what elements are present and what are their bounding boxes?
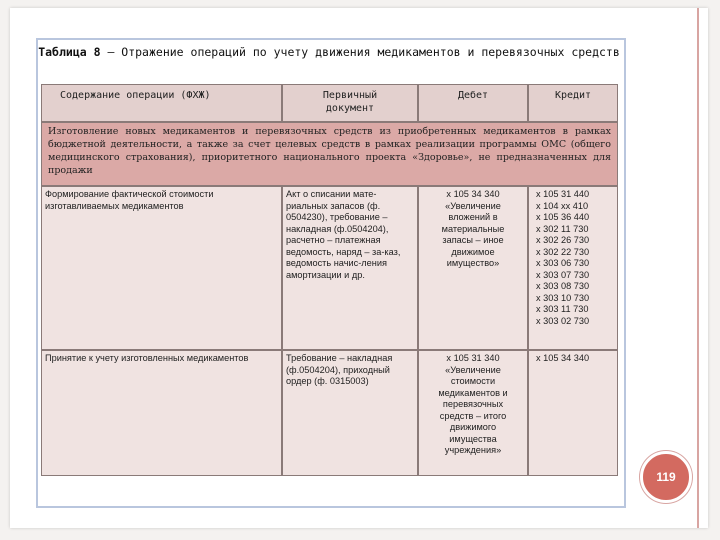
credit-account: х 303 10 730 (536, 292, 590, 303)
credit-account: х 303 08 730 (536, 281, 590, 291)
header-document: Первичный документ (282, 84, 418, 122)
table-title-text: – Отражение операций по учету движения медикаментов и перевязочных средств (100, 45, 620, 59)
row2-debit: х 105 31 340 «Увеличение стоимости медикаментов и перевязочных средств – итого движимого имущества учреждения» (418, 350, 528, 476)
slide-edge-decoration (697, 8, 699, 528)
row2-operation: Принятие к учету изготовленных медикаментов (41, 350, 282, 476)
header-credit: Кредит (528, 84, 618, 122)
credit-account: х 302 22 730 (536, 246, 590, 257)
table-title-number: Таблица 8 (38, 45, 101, 59)
credit-account: х 104 хх 410 (536, 200, 589, 211)
header-operation: Содержание операции (ФХЖ) (41, 84, 282, 122)
credit-account: х 303 07 730 (536, 269, 590, 280)
header-debit: Дебет (418, 84, 528, 122)
row1-credit-list (528, 186, 618, 350)
page-number-badge: 119 (640, 451, 692, 503)
row1-operation: Формирование фактической стоимости изготавливаемых медикаментов (41, 186, 282, 350)
row1-document: Акт о списании мате-риальных запасов (ф. 0504230), требование – накладная (ф.0504204), расчетно – платежная ведомость, наряд – за-каз, ведомость начис-ления амортизации и др. (282, 186, 418, 350)
credit-account: х 105 31 440 (536, 189, 590, 199)
credit-account: х 302 26 730 (536, 235, 590, 245)
row2-credit-list (528, 350, 618, 476)
credit-account: х 303 06 730 (536, 258, 590, 268)
credit-account: х 105 36 440 (536, 212, 590, 222)
table-title (38, 44, 620, 60)
section-banner: Изготовление новых медикаментов и перевязочных средств из приобретенных медикаментов в рамках бюджетной деятельности, а также за счет целевых средств в рамках реализации программы ОМС (общего медицинского страхования), приоритетного национального проекта «Здоровье», не предназначенных для продажи (41, 122, 618, 186)
credit-account: х 302 11 730 (536, 223, 589, 234)
row1-debit: х 105 34 340 «Увеличение вложений в материальные запасы – иное движимое имущество» (418, 186, 528, 350)
credit-account: х 303 11 730 (536, 304, 589, 314)
credit-account: х 303 02 730 (536, 315, 590, 326)
credit-account: х 105 34 340 (536, 353, 590, 363)
row2-document: Требование – накладная (ф.0504204), приходный ордер (ф. 0315003) (282, 350, 418, 476)
